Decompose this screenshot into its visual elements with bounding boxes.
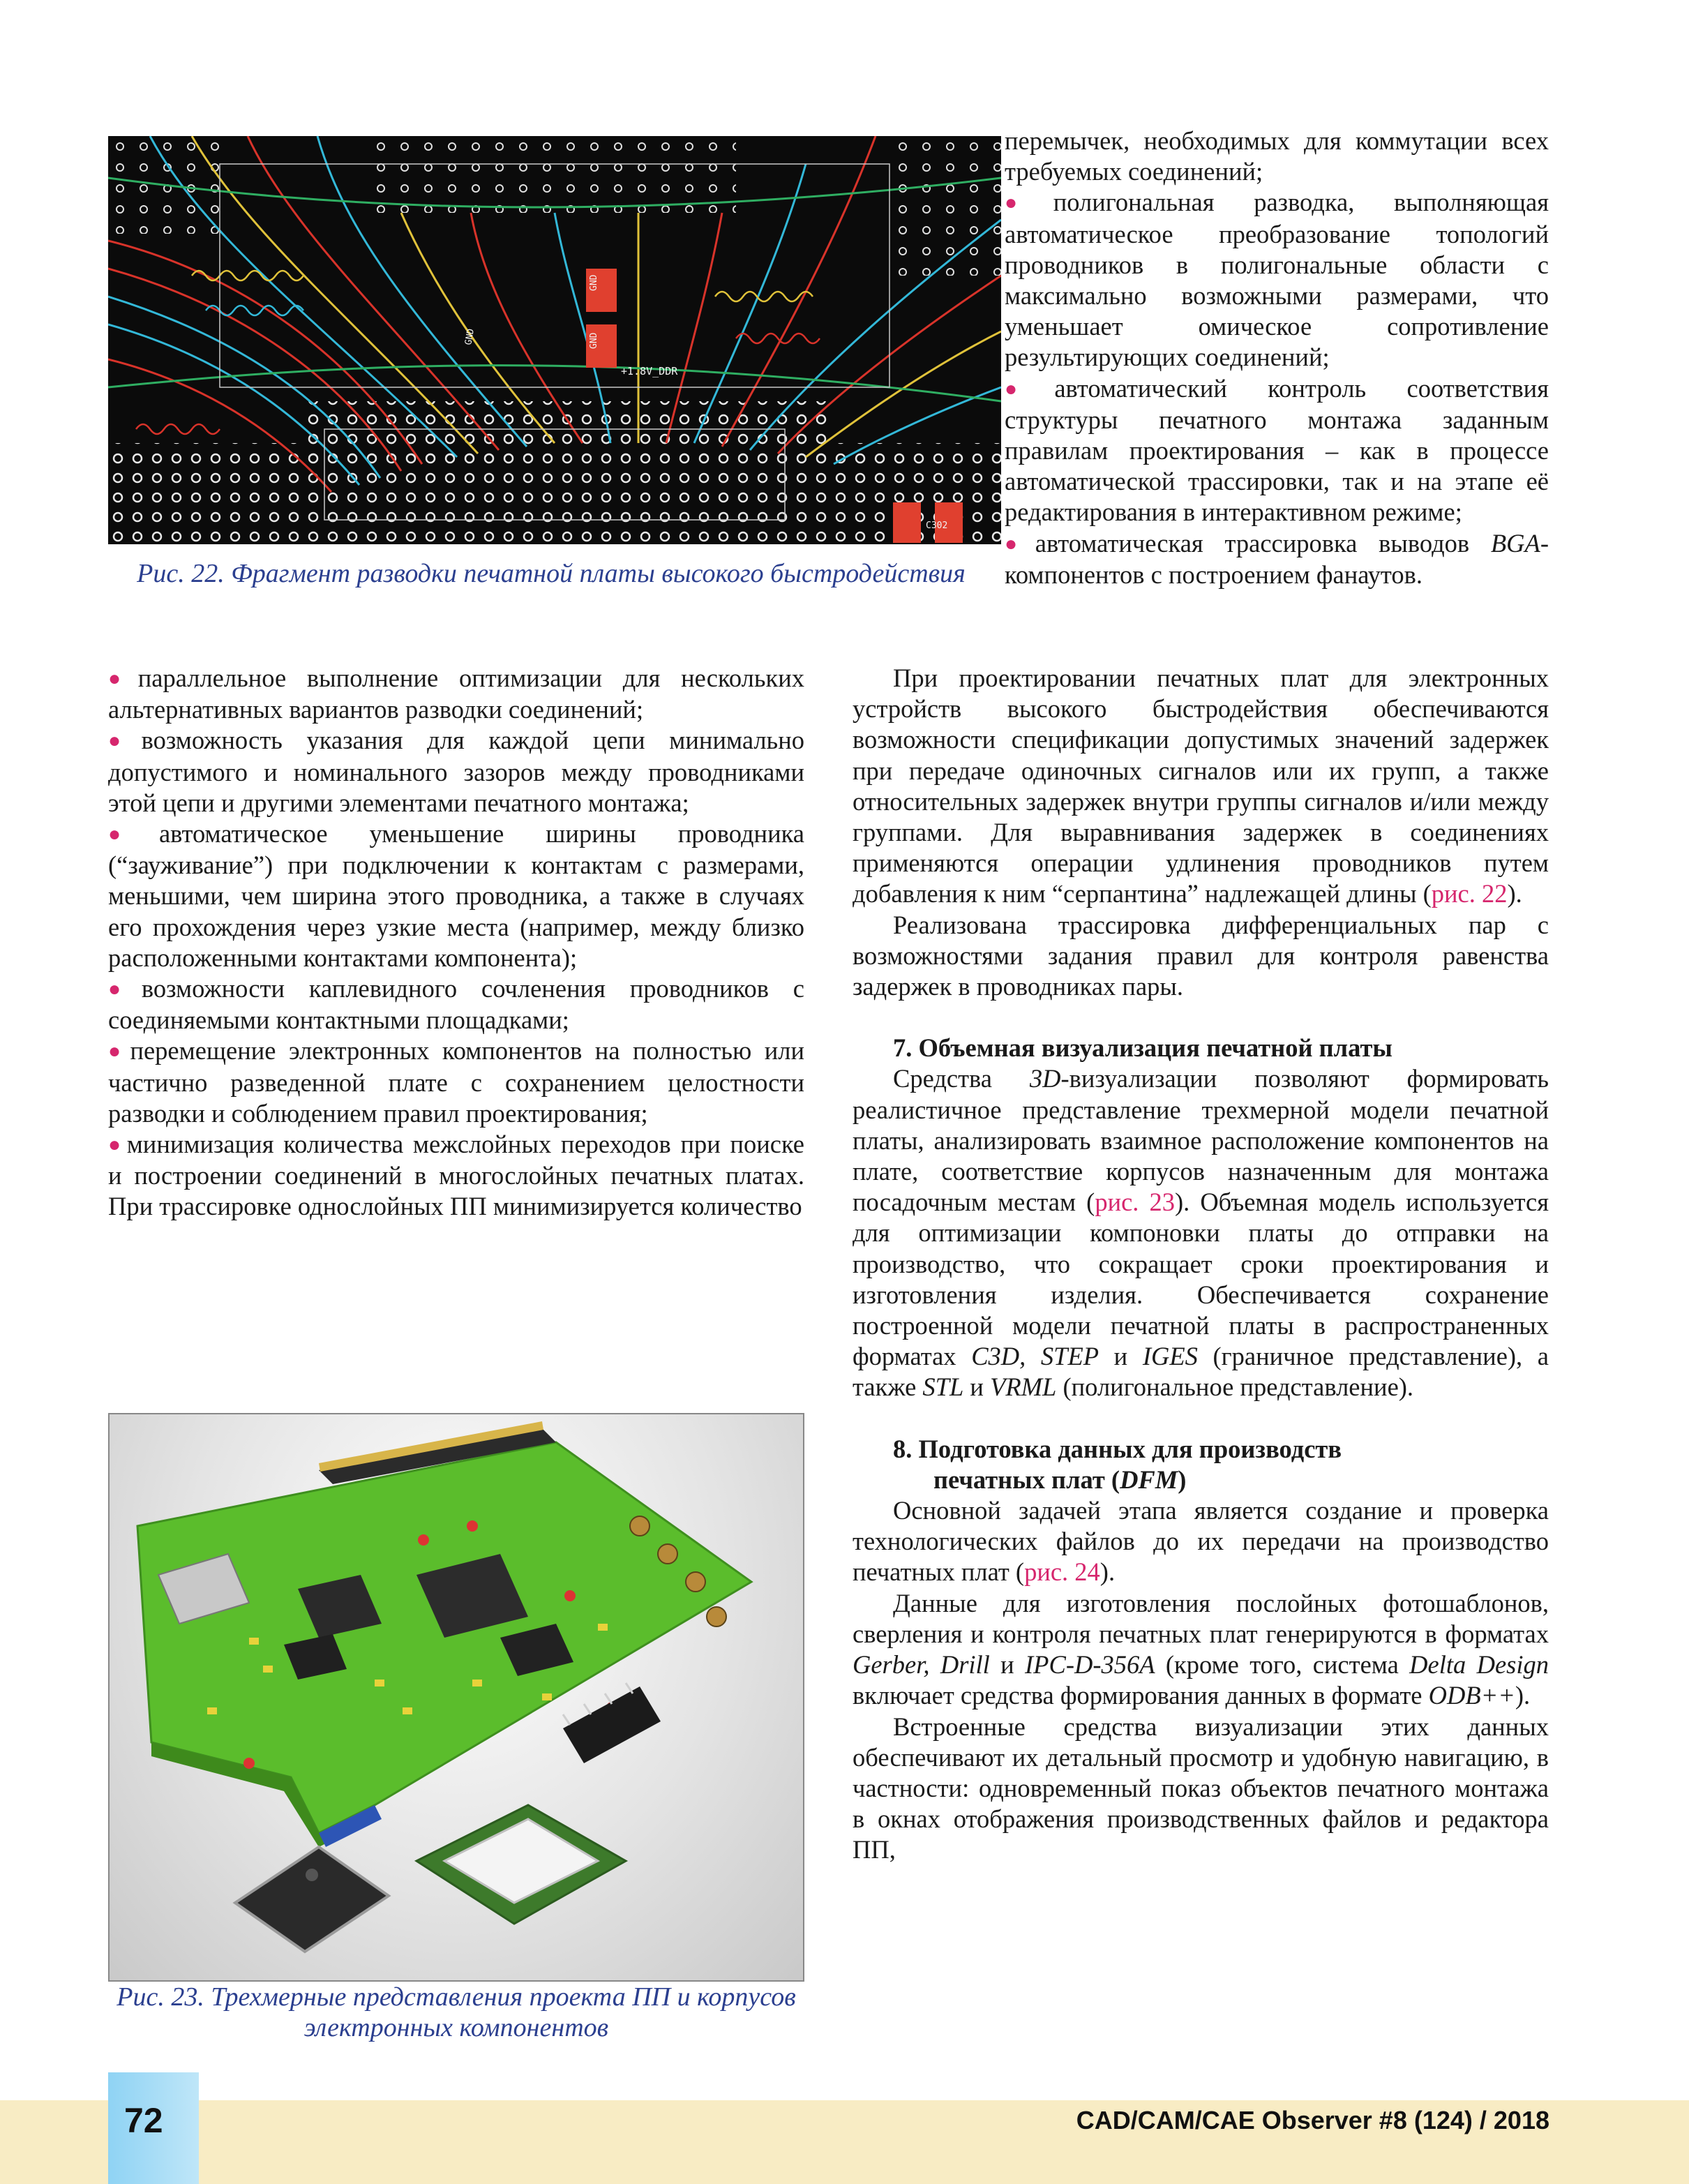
figure-22-link[interactable]: рис. 22: [1431, 879, 1508, 908]
left-column: [108, 663, 804, 1222]
list-item: ● автоматическая трассировка выводов BGA-компонентов с построением фанаутов.: [1005, 528, 1549, 589]
list-item: ● параллельное выполнение оптимизации для нескольких альтернативных вариантов разводки соединений;: [108, 664, 804, 724]
figure-23-caption: Рис. 23. Трехмерные представления проекта ПП и корпусов электронных компонентов: [117, 1982, 796, 2042]
pcb-label-c302: C302: [926, 521, 948, 531]
bullet-icon: ●: [108, 823, 156, 846]
pcb-label-1v8-ddr: +1.8V_DDR: [621, 365, 678, 377]
page-number: 72: [124, 2101, 163, 2140]
pcb-label-gnd-1: GND: [589, 274, 599, 291]
list-item: ● возможность указания для каждой цепи минимально допустимого и номинального зазоров между проводниками этой цепи и другими элементами печатного монтажа;: [108, 726, 804, 817]
list-item: ● автоматический контроль соответствия структуры печатного монтажа заданным правилам проектирования – как в процессе автоматической трассировки, так и на этапе её редактирования в интерактивном режиме;: [1005, 373, 1549, 527]
bullet-icon: ●: [1005, 191, 1051, 215]
figure-23-link[interactable]: рис. 23: [1095, 1188, 1175, 1217]
paragraph: Встроенные средства визуализации этих данных обеспечивают их детальный просмотр и удобную навигацию, в частности: одновременный показ объектов печатного монтажа в окнах отображения производственных файлов и редактора ПП,: [853, 1712, 1549, 1864]
list-item: ● минимизация количества межслойных переходов при поиске и построении соединений в многослойных печатных платах. При трассировке однослойных ПП минимизируется количество: [108, 1130, 804, 1221]
pcb-label-gnd-2: GND: [589, 332, 599, 349]
section-heading-7: 7. Объемная визуализация печатной платы: [893, 1033, 1393, 1063]
figure-24-link[interactable]: рис. 24: [1024, 1557, 1100, 1587]
paragraph: Средства 3D-визуализации позволяют формировать реалистичное представление трехмерной модели печатной платы, анализировать взаимное расположение компонентов на плате, соответствие корпусов назначенным для монтажа посадочным местам (рис. 23). Объемная модель используется для оптимизации компоновки платы до отправки на производство, что сокращает сроки проектирования и изготовления изделия. Обеспечивается сохранение построенной модели печатной платы в распространенных форматах C3D, STEP и IGES (граничное представление), а также STL и VRML (полигональное представление).: [853, 1064, 1549, 1402]
pcb-3d-graphic: [110, 1414, 803, 1980]
bullet-icon: ●: [108, 729, 139, 753]
paragraph: Основной задачей этапа является создание и проверка технологических файлов до их передачи на производство печатных плат (рис. 24).: [853, 1496, 1549, 1587]
pcb-label-gnd-3: GND: [463, 327, 477, 346]
figure-23-image: [108, 1413, 804, 1982]
pcb-routing-graphic: [108, 136, 1001, 544]
section-heading-8-cont: печатных плат (DFM): [933, 1465, 1187, 1494]
list-item: ● перемещение электронных компонентов на полностью или частично разведенной плате с сохранением целостности разводки и соблюдением правил проектирования;: [108, 1036, 804, 1128]
bullet-icon: ●: [108, 978, 139, 1001]
bullet-icon: ●: [108, 1133, 124, 1157]
right-column: [1005, 126, 1549, 590]
list-item: ● автоматическое уменьшение ширины проводника (“зауживание”) при подключении к контактам с размерами, меньшими, чем ширина этого проводника, а также в случаях его прохождения через узкие места (например, между близко расположенными контактами компонента);: [108, 819, 804, 972]
list-item: ● полигональная разводка, выполняющая автоматическое преобразование топологий проводников в полигональные области с максимально возможными размерами, что уменьшает омическое сопротивление результирующих соединений;: [1005, 188, 1549, 372]
journal-title: CAD/CAM/CAE Observer #8 (124) / 2018: [1076, 2106, 1549, 2134]
list-item: ● возможности каплевидного сочленения проводников с соединяемыми контактными площадками;: [108, 974, 804, 1035]
bullet-icon: ●: [108, 667, 135, 690]
bullet-icon: ●: [1005, 532, 1033, 555]
bullet-icon: ●: [108, 1040, 128, 1063]
figure-22-image: [108, 136, 1001, 544]
paragraph: Реализована трассировка дифференциальных пар с возможностями задания правил для контроля равенства задержек в проводниках пары.: [853, 910, 1549, 1001]
right-column-lower: [853, 663, 1549, 1866]
bullet-icon: ●: [1005, 377, 1052, 401]
figure-22-caption: Рис. 22. Фрагмент разводки печатной платы высокого быстродействия: [137, 559, 966, 588]
text-continuation: перемычек, необходимых для коммутации всех требуемых соединений;: [1005, 126, 1549, 186]
paragraph: При проектировании печатных плат для электронных устройств высокого быстродействия обеспечиваются возможности спецификации допустимых значений задержек при передаче одиночных сигналов или их групп, а также относительных задержек внутри группы сигналов и/или между группами. Для выравнивания задержек в соединениях применяются операции удлинения проводников путем добавления к ним “серпантина” надлежащей длины (рис. 22).: [853, 664, 1549, 908]
paragraph: Данные для изготовления послойных фотошаблонов, сверления и контроля печатных плат генерируются в форматах Gerber, Drill и IPC-D-356A (кроме того, система Delta Design включает средства формирования данных в формате ODB++).: [853, 1588, 1549, 1710]
section-heading-8: 8. Подготовка данных для производств: [893, 1434, 1342, 1463]
